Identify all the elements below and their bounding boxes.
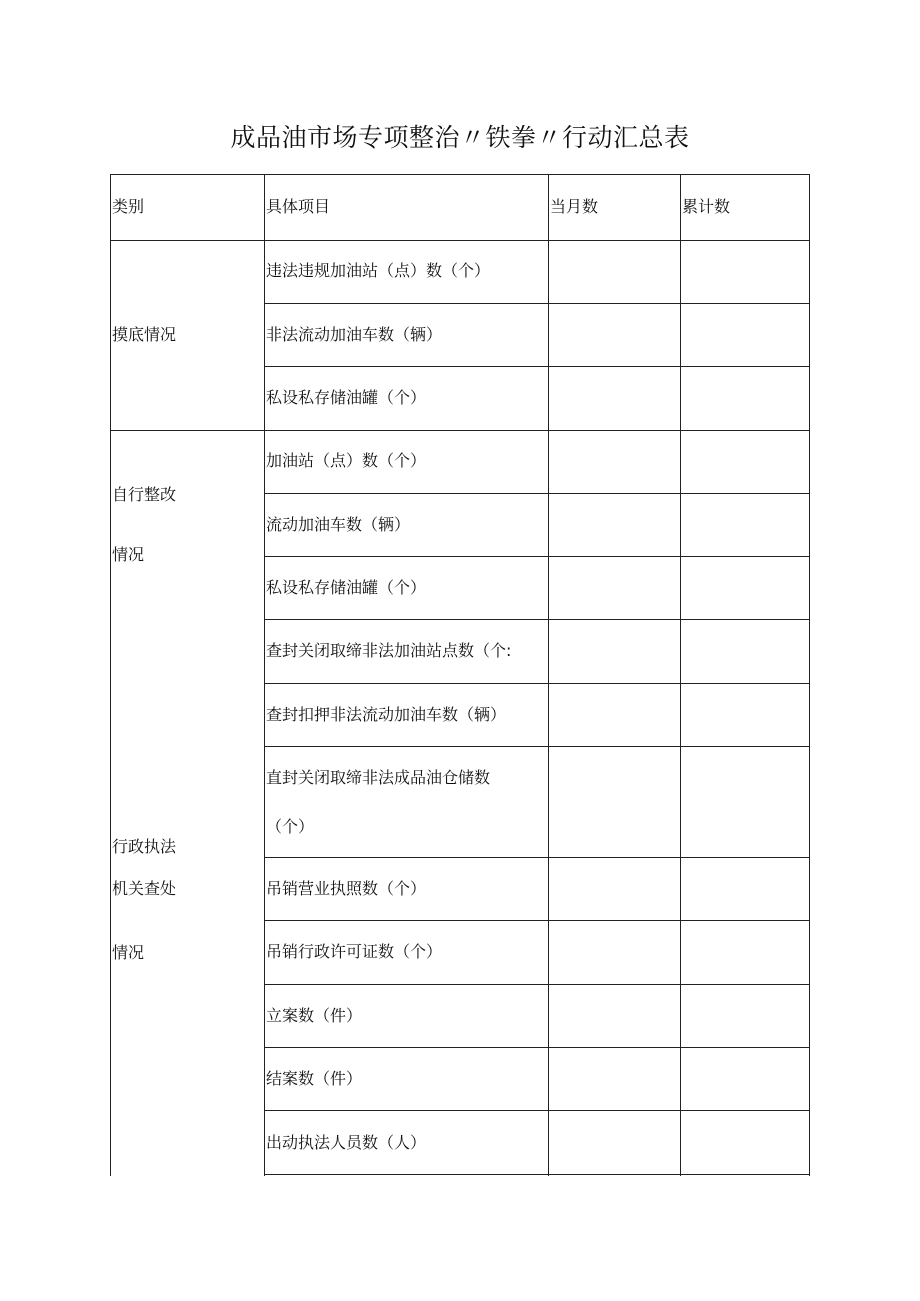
header-category: 类别 [112, 197, 145, 216]
category-label: 情况 [112, 545, 145, 564]
category-label: 情况 [112, 943, 145, 962]
table-right-border [809, 174, 810, 1176]
row-separator [264, 366, 810, 367]
item-label: 吊销营业执照数（个） [266, 879, 427, 898]
item-label: 私设私存储油罐（个） [266, 578, 427, 597]
category-label: 摸底情况 [112, 325, 177, 344]
item-label: 加油站（点）数（个） [266, 451, 427, 470]
item-label: 非法流动加油车数（辆） [266, 325, 443, 344]
table-left-border [110, 174, 111, 1176]
header-cumulative: 累计数 [682, 197, 731, 216]
page-title: 成品油市场专项整治〃铁拳〃行动汇总表 [230, 123, 690, 152]
table-bottom-border [264, 1174, 810, 1175]
summary-table [110, 174, 810, 1176]
item-label: 查封关闭取缔非法加油站点数（个: [266, 641, 512, 660]
row-separator [264, 303, 810, 304]
item-label: 私设私存储油罐（个） [266, 388, 427, 407]
column-divider-current [548, 174, 549, 1176]
row-separator [264, 556, 810, 557]
row-separator [264, 920, 810, 921]
group-separator [110, 430, 810, 431]
row-separator [264, 619, 810, 620]
column-divider-item [264, 174, 265, 1176]
row-separator [264, 493, 810, 494]
item-label: （个） [266, 817, 315, 836]
row-separator [264, 683, 810, 684]
item-label: 吊销行政许可证数（个） [266, 942, 443, 961]
row-separator [264, 984, 810, 985]
category-label: 行政执法 [112, 837, 177, 856]
item-label: 出动执法人员数（人） [266, 1133, 427, 1152]
item-label: 查封扣押非法流动加油车数（辆） [266, 705, 507, 724]
column-divider-cumulative [680, 174, 681, 1176]
row-separator [264, 746, 810, 747]
row-separator [264, 857, 810, 858]
header-item: 具体项目 [266, 197, 331, 216]
category-label: 机关查处 [112, 879, 177, 898]
category-label: 自行整改 [112, 485, 177, 504]
table-top-border [110, 174, 810, 175]
item-label: 立案数（件） [266, 1006, 363, 1025]
item-label: 违法违规加油站（点）数（个） [266, 261, 491, 280]
header-current-month: 当月数 [550, 197, 599, 216]
row-separator [264, 1047, 810, 1048]
header-bottom-border [110, 240, 810, 241]
item-label: 直封关闭取缔非法成品油仓储数 [266, 768, 491, 787]
row-separator [264, 1110, 810, 1111]
item-label: 结案数（件） [266, 1069, 363, 1088]
item-label: 流动加油车数（辆） [266, 515, 411, 534]
